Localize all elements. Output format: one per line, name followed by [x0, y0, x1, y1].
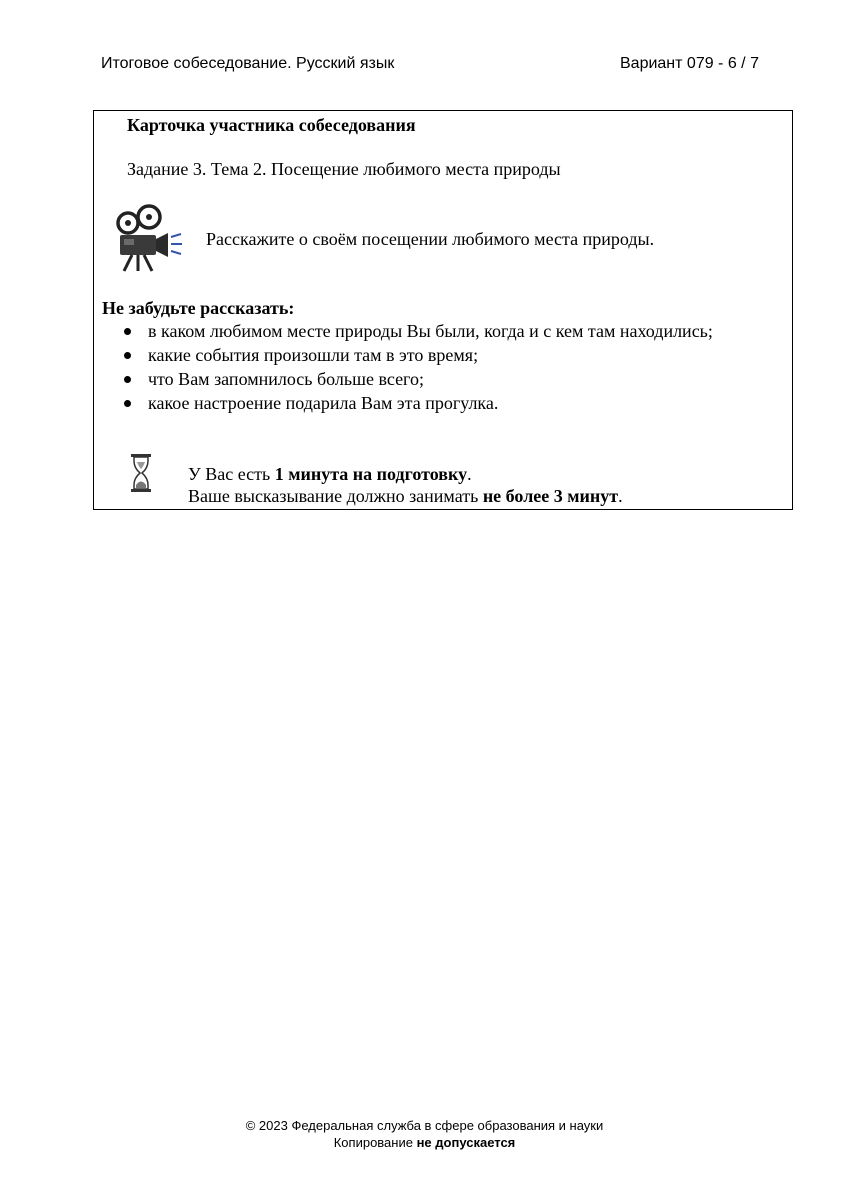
bullet-icon — [124, 400, 131, 407]
header-subject: Итоговое собеседование. Русский язык — [101, 55, 395, 72]
prep-time-line — [188, 463, 472, 485]
copy-notice-prefix: Копирование — [333, 1135, 417, 1150]
list-item-text: какое настроение подарила Вам эта прогулка. — [148, 393, 499, 413]
task-title: Задание 3. Тема 2. Посещение любимого места природы — [127, 159, 561, 179]
hourglass-icon — [128, 452, 154, 494]
speech-time-value: не более 3 минут — [482, 486, 619, 506]
list-item — [124, 344, 713, 368]
speech-time-line — [188, 485, 623, 507]
prep-time-prefix: У Вас есть — [188, 464, 275, 484]
list-item-text: в каком любимом месте природы Вы были, когда и с кем там находились; — [148, 321, 713, 341]
task-prompt: Расскажите о своём посещении любимого места природы. — [206, 229, 655, 249]
card-title: Карточка участника собеседования — [127, 115, 416, 135]
reminder-list — [124, 320, 713, 416]
bullet-icon — [124, 352, 131, 359]
bullet-icon — [124, 376, 131, 383]
prep-time-value: 1 минута на подготовку — [274, 464, 468, 484]
film-camera-icon — [108, 204, 184, 274]
list-item-text: что Вам запомнилось больше всего; — [148, 369, 424, 389]
header-variant: Вариант 079 - 6 / 7 — [620, 55, 759, 72]
participant-card — [93, 110, 793, 510]
list-item — [124, 368, 713, 392]
prep-time-suffix: . — [467, 464, 472, 484]
footer-copyright: © 2023 Федеральная служба в сфере образования и науки — [245, 1118, 604, 1133]
list-item — [124, 320, 713, 344]
speech-time-suffix: . — [618, 486, 623, 506]
list-item-text: какие события произошли там в это время; — [148, 345, 479, 365]
copy-notice-bold: не допускается — [416, 1135, 516, 1150]
list-item — [124, 392, 713, 416]
remember-heading: Не забудьте рассказать: — [102, 298, 295, 318]
speech-time-prefix: Ваше высказывание должно занимать — [188, 486, 483, 506]
bullet-icon — [124, 328, 131, 335]
footer-copy-notice — [0, 1135, 849, 1151]
